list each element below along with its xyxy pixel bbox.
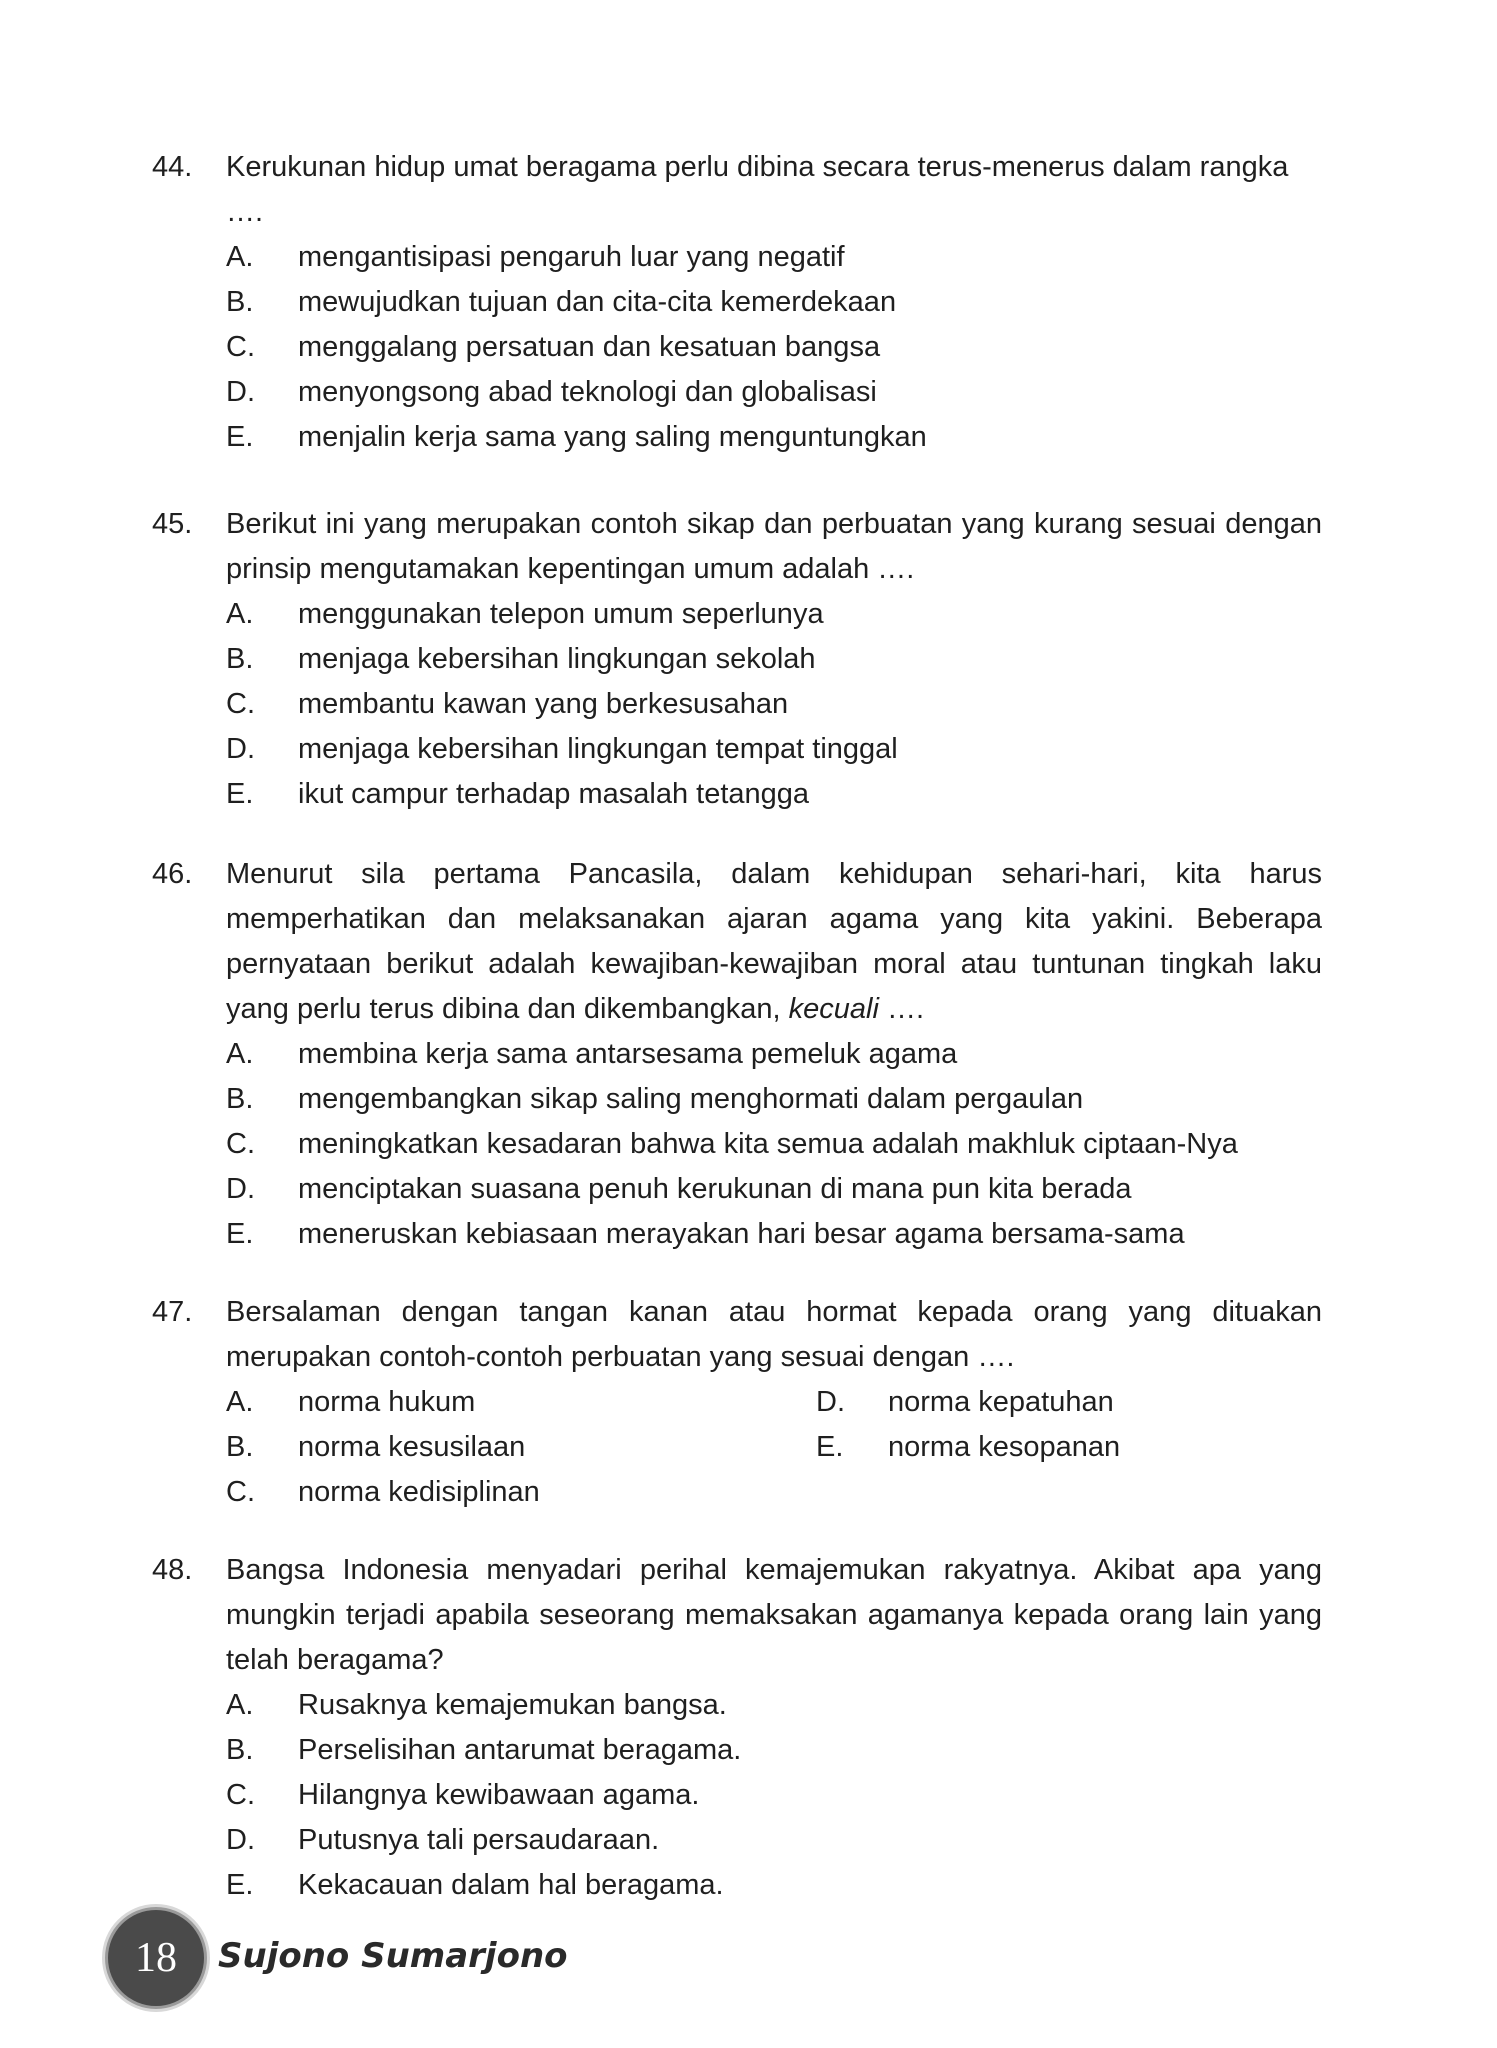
option-b [226,1728,1322,1773]
option-text: norma kedisiplinan [298,1476,540,1508]
question-44 [152,145,1322,460]
option-letter: D. [226,733,255,765]
option-c [226,1773,1322,1818]
option-letter: D. [226,1824,255,1856]
option-letter: D. [226,376,255,408]
option-letter: E. [226,1218,254,1250]
option-text: norma kesusilaan [298,1431,526,1463]
option-text: norma kepatuhan [888,1386,1114,1418]
option-text: Putusnya tali persaudaraan. [298,1824,660,1856]
page-number: 18 [135,1935,177,1981]
option-text: norma kesopanan [888,1431,1121,1463]
option-a [226,592,1322,637]
question-stem: Bangsa Indonesia menyadari perihal kemajemukan rakyatnya. Akibat apa yang mungkin terjadi apabila seseorang memaksakan agamanya kepada orang lain yang telah beragama? [226,1554,1322,1676]
option-list [226,1032,1322,1257]
option-text: membina kerja sama antarsesama pemeluk agama [298,1038,958,1070]
option-c [226,682,1322,727]
question-stem: Bersalaman dengan tangan kanan atau hormat kepada orang yang dituakan merupakan contoh-contoh perbuatan yang sesuai dengan …. [226,1296,1322,1373]
option-letter: A. [226,1038,254,1070]
option-b [226,1425,816,1470]
option-letter: B. [226,1431,254,1463]
option-letter: C. [226,331,255,363]
option-d [226,727,1322,772]
option-text: menggalang persatuan dan kesatuan bangsa [298,331,881,363]
question-number: 47. [152,1296,193,1328]
option-letter: C. [226,688,255,720]
option-letter: B. [226,643,254,675]
option-a [226,235,1322,280]
option-letter: E. [226,421,254,453]
option-e [226,1212,1322,1257]
option-text: mengantisipasi pengaruh luar yang negatif [298,241,845,273]
question-number: 44. [152,151,193,183]
option-text: menyongsong abad teknologi dan globalisasi [298,376,877,408]
option-list [226,592,1322,817]
option-text: Perselisihan antarumat beragama. [298,1734,742,1766]
question-stem-line: …. [226,196,264,228]
option-text: menjalin kerja sama yang saling menguntungkan [298,421,927,453]
option-text: menggunakan telepon umum seperlunya [298,598,824,630]
option-letter: D. [226,1173,255,1205]
option-letter: E. [226,778,254,810]
option-letter: A. [226,241,254,273]
option-letter: A. [226,598,254,630]
option-text: menjaga kebersihan lingkungan sekolah [298,643,816,675]
question-48 [152,1548,1322,1908]
option-text: meningkatkan kesadaran bahwa kita semua adalah makhluk ciptaan-Nya [298,1128,1238,1160]
option-b [226,280,1322,325]
option-b [226,1077,1322,1122]
option-e [226,772,1322,817]
question-stem [226,852,1322,1032]
option-letter: C. [226,1476,255,1508]
option-a [226,1032,1322,1077]
option-text: menciptakan suasana penuh kerukunan di mana pun kita berada [298,1173,1132,1205]
stem-emphasis: kecuali [788,993,879,1025]
question-number: 48. [152,1554,193,1586]
question-stem: Berikut ini yang merupakan contoh sikap dan perbuatan yang kurang sesuai dengan prinsip mengutamakan kepentingan umum adalah …. [226,508,1322,585]
option-letter: C. [226,1128,255,1160]
option-list [226,1380,1322,1515]
option-e [816,1425,1296,1470]
question-number: 45. [152,508,193,540]
option-e [226,1863,1322,1908]
option-c [226,1470,816,1515]
option-c [226,325,1322,370]
question-46 [152,852,1322,1257]
option-e [226,415,1322,460]
option-text: mengembangkan sikap saling menghormati dalam pergaulan [298,1083,1084,1115]
option-letter: E. [816,1431,844,1463]
option-text: Kekacauan dalam hal beragama. [298,1869,724,1901]
page-number-badge [108,1910,204,2006]
option-d [226,1167,1322,1212]
option-list [226,235,1322,460]
option-text: norma hukum [298,1386,476,1418]
stem-ellipsis: …. [887,993,925,1025]
question-stem-line: Kerukunan hidup umat beragama perlu dibina secara terus-menerus dalam rangka [226,151,1289,183]
option-text: Hilangnya kewibawaan agama. [298,1779,700,1811]
option-letter: D. [816,1386,845,1418]
option-text: meneruskan kebiasaan merayakan hari besar agama bersama-sama [298,1218,1185,1250]
option-c [226,1122,1322,1167]
option-text: ikut campur terhadap masalah tetangga [298,778,810,810]
option-text: Rusaknya kemajemukan bangsa. [298,1689,727,1721]
option-b [226,637,1322,682]
option-letter: B. [226,1734,254,1766]
option-a [226,1683,1322,1728]
option-text: menjaga kebersihan lingkungan tempat tinggal [298,733,898,765]
option-letter: A. [226,1689,254,1721]
question-number: 46. [152,858,193,890]
option-letter: A. [226,1386,254,1418]
option-list [226,1683,1322,1908]
option-d [816,1380,1296,1425]
option-d [226,370,1322,415]
option-letter: B. [226,286,254,318]
option-letter: B. [226,1083,254,1115]
option-text: mewujudkan tujuan dan cita-cita kemerdekaan [298,286,897,318]
question-47 [152,1290,1322,1515]
option-d [226,1818,1322,1863]
author-name: Sujono Sumarjono [218,1936,568,1976]
option-a [226,1380,816,1425]
option-text: membantu kawan yang berkesusahan [298,688,789,720]
option-letter: E. [226,1869,254,1901]
option-letter: C. [226,1779,255,1811]
question-stem-text: Menurut sila pertama Pancasila, dalam kehidupan sehari-hari, kita harus memperhatikan dan melaksanakan ajaran agama yang kita yakini. Beberapa pernyataan berikut adalah kewajiban-kewajiban moral atau tuntunan tingkah laku yang perlu terus dibina dan dikembangkan, [226,858,1322,1025]
question-45 [152,502,1322,817]
